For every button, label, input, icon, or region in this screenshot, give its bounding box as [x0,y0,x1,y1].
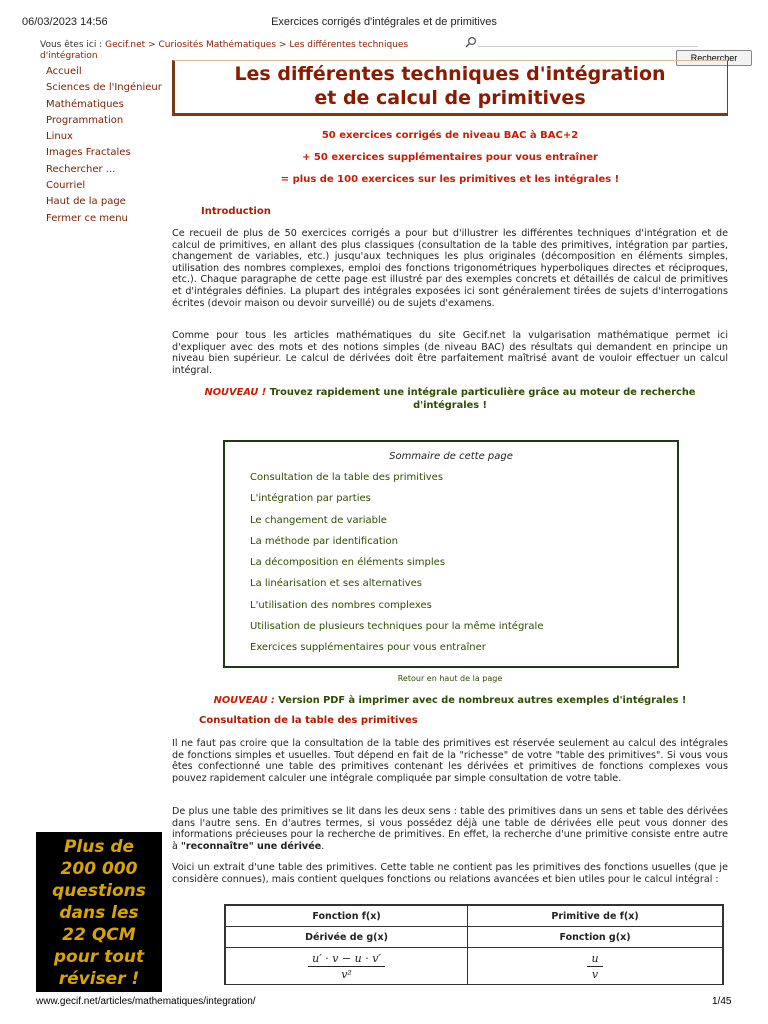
nouveau-search-banner[interactable] [200,386,700,412]
breadcrumb-current[interactable]: Les différentes techniques d'intégration [40,40,409,61]
sidebar-item-linux[interactable]: Linux [46,131,73,143]
toc-item[interactable]: L'utilisation des nombres complexes [250,599,432,611]
table-subheader-derivee: Dérivée de g(x) [225,927,468,948]
highlight-line-3: = plus de 100 exercices sur les primitives et les intégrales ! [280,174,620,185]
sidebar-item-sciences[interactable]: Sciences de l'Ingénieur [46,82,162,94]
toc-list [250,470,650,662]
page-title-line2: et de calcul de primitives [314,87,586,109]
toc-item[interactable]: La méthode par identification [250,535,398,547]
sidebar-item-haut-page[interactable]: Haut de la page [46,196,126,208]
page-title-line1: Les différentes techniques d'intégration [234,63,666,85]
highlight-line-2: + 50 exercices supplémentaires pour vous entraîner [302,152,598,163]
toc-item[interactable]: Le changement de variable [250,514,387,526]
nouveau-pdf-banner[interactable] [172,695,728,706]
sidebar-item-fermer-menu[interactable]: Fermer ce menu [46,212,128,224]
formula-numerator: u [587,952,602,967]
breadcrumb-label: Vous êtes ici : [40,40,103,50]
table-cell-derivative-formula [225,948,468,985]
sidebar-item-mathematiques[interactable]: Mathématiques [46,98,124,110]
nouveau-search-text[interactable]: Trouvez rapidement une intégrale particulière grâce au moteur de recherche d'intégrales ! [269,387,696,411]
nouveau-tag: NOUVEAU ! [204,387,267,398]
ad-line: 22 QCM [62,925,136,945]
ad-line: questions [52,881,146,901]
ad-line: réviser ! [58,969,140,989]
section1-p2-text: De plus une table des primitives se lit dans les deux sens : table des primitives dans un sens et table des dérivées dans l'autre sens. En d'autres termes, si vous possédez déjà une table de dérivées elle peut vous donner des informations précieuses pour la recherche de primitives. En effet, la recherche d'une primitive consiste entre autre à [172,806,728,852]
ad-line: Plus de [63,837,135,857]
breadcrumb [40,40,440,62]
footer-page-number: 1/45 [712,996,732,1007]
breadcrumb-separator: > [278,40,287,50]
table-header-fonction: Fonction f(x) [225,905,468,927]
nouveau-pdf-text[interactable]: Version PDF à imprimer avec de nombreux autres exemples d'intégrales ! [278,695,687,706]
back-to-top-link[interactable]: Retour en haut de la page [397,674,503,683]
formula-denominator: v² [341,967,352,981]
toc-item[interactable]: Consultation de la table des primitives [250,472,444,483]
footer-url: www.gecif.net/articles/mathematiques/integration/ [36,996,256,1007]
sidebar-item-accueil[interactable]: Accueil [46,66,82,77]
nouveau-pdf-tag: NOUVEAU : [213,695,275,706]
ad-line: 200 000 [60,859,138,879]
breadcrumb-link-curiosites[interactable]: Curiosités Mathématiques [158,40,277,50]
breadcrumb-link-home[interactable]: Gecif.net [105,40,146,50]
intro-heading: Introduction [201,206,271,217]
section1-paragraph-2 [172,806,728,852]
intro-paragraph-2: Comme pour tous les articles mathématiques du site Gecif.net la vulgarisation mathématique permet ici d'expliquer avec des mots et des notions simples (de niveau BAC) des résultats qui demandent en principe un niveau bien supérieur. Le calcul de dérivées doit être parfaitement maîtrisé avant de vouloir effectuer un calcul intégral. [172,330,728,376]
formula-numerator: u′ · v − u · v′ [308,952,385,967]
section1-p2-end: . [321,840,325,852]
toc-item[interactable]: La linéarisation et ses alternatives [250,578,422,590]
search-input[interactable] [478,46,698,47]
print-title: Exercices corrigés d'intégrales et de primitives [271,16,497,28]
primitives-table [224,904,724,985]
toc-item[interactable]: L'intégration par parties [250,493,371,505]
toc-item[interactable]: Utilisation de plusieurs techniques pour la même intégrale [250,621,544,633]
ad-line: pour tout [53,947,145,967]
page-title [172,62,728,110]
sidebar-item-fractales[interactable]: Images Fractales [46,147,131,159]
search-button[interactable]: Rechercher [676,50,752,66]
table-header-primitive: Primitive de f(x) [468,905,723,927]
sidebar-item-rechercher[interactable]: Rechercher ... [46,163,116,175]
breadcrumb-separator: > [148,40,156,50]
search-icon[interactable] [464,36,478,48]
ad-line: dans les [59,903,139,923]
print-datetime: 06/03/2023 14:56 [22,16,108,28]
table-cell-function-formula [468,948,723,985]
section-heading-table-primitives: Consultation de la table des primitives [199,715,418,726]
qcm-advert-banner[interactable] [36,832,162,992]
section1-paragraph-3: Voici un extrait d'une table des primitives. Cette table ne contient pas les primitives des fonctions usuelles (que je considère connues), mais contient quelques fonctions ou relations avancées et bien utiles pour le calcul intégral : [172,862,728,885]
toc-item[interactable]: Exercices supplémentaires pour vous entraîner [250,642,486,654]
table-subheader-fonction-g: Fonction g(x) [468,927,723,948]
sidebar-item-programmation[interactable]: Programmation [46,114,124,126]
sidebar-item-courriel[interactable]: Courriel [46,180,86,192]
toc-title: Sommaire de cette page [389,451,513,462]
sidebar-menu [46,64,166,227]
section1-p2-bold: "reconnaître" une dérivée [180,840,322,852]
toc-item[interactable]: La décomposition en éléments simples [250,557,446,569]
formula-denominator: v [591,967,599,981]
section1-paragraph-1: Il ne faut pas croire que la consultation de la table des primitives est réservée seulement au calcul des intégrales de fonctions simples et usuelles. Tout dépend en fait de la "richesse" de votre "table des primitives". Si vous vous êtes confectionné une table des primitives contenant les dérivées et primitives de fonctions complexes vous pouvez rapidement calculer une intégrale compliquée par simple consultation de votre table. [172,738,728,784]
intro-paragraph-1: Ce recueil de plus de 50 exercices corrigés a pour but d'illustrer les différentes techniques d'intégration et de calcul de primitives, en allant des plus classiques (consultation de la table des primitives, intégration par parties, changement de variables, etc.) jusqu'aux techniques les plus originales (décomposition en éléments simples, utilisation des nombres complexes, emploi des fonctions trigonométriques hyperboliques directes et réciproques, etc.). Chaque paragraphe de cette page est illustré par des exemples concrets et détaillés de calcul de primitives et d'intégrales définies. La plupart des intégrales exposées ici sont généralement tirées de sujets d'interrogations écrites (devoir maison ou devoir surveillé) ou de sujets d'examens. [172,228,728,309]
highlight-line-1: 50 exercices corrigés de niveau BAC à BAC+2 [321,130,579,141]
